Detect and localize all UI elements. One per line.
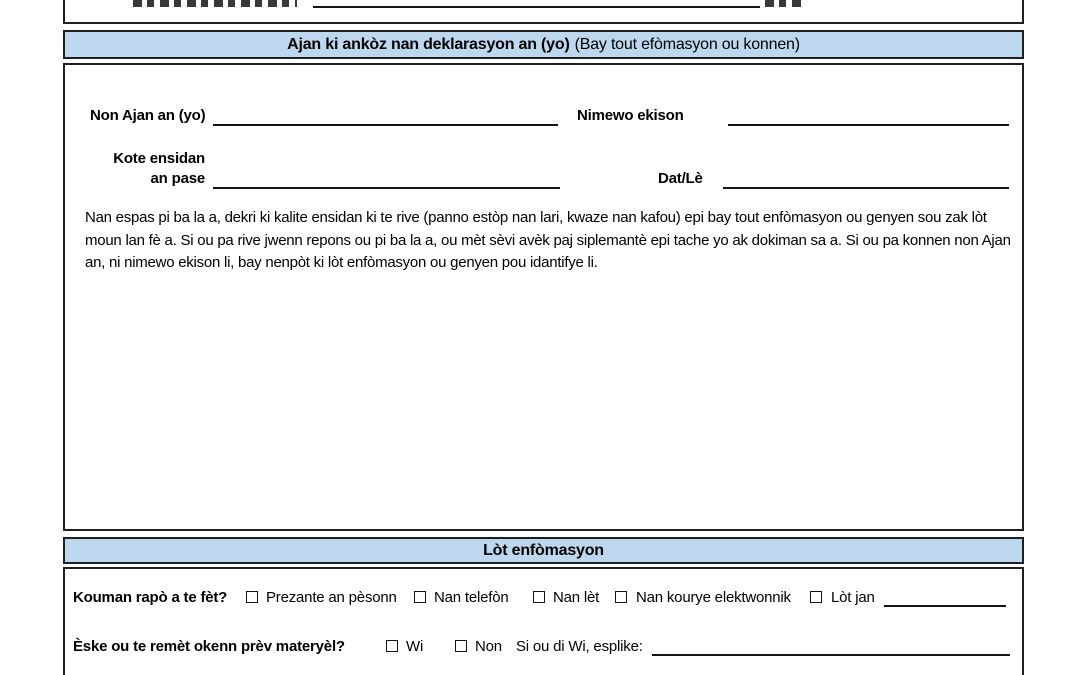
section-title: Ajan ki ankòz nan deklarasyon an (yo)	[287, 35, 570, 53]
clipped-text-fragment	[133, 0, 297, 7]
badge-number-label: Nimewo ekison	[577, 107, 684, 124]
option-label-other-way: Lòt jan	[831, 589, 875, 606]
other-way-input-line[interactable]	[884, 588, 1006, 607]
agent-section-box	[63, 63, 1024, 531]
checkbox-yes[interactable]	[386, 640, 398, 652]
option-label-by-email: Nan kourye elektwonnik	[636, 589, 791, 606]
section-header-other-info	[63, 537, 1024, 564]
incident-location-label-line1: Kote ensidan	[113, 150, 205, 167]
section-subtitle: (Bay tout efòmasyon ou konnen)	[574, 35, 800, 53]
incident-location-input-line[interactable]	[213, 170, 560, 189]
other-info-section-box	[63, 567, 1024, 675]
instructions-paragraph: Nan espas pi ba la a, dekri ki kalite ensidan ki te rive (panno estòp nan lari, kwaze nan kafou) epi bay tout enfòmasyon ou genyen sou zak lòt moun lan fè a. Si ou pa rive jwenn repons ou pi ba la a, ou mèt sèvi avèk paj siplemantè epi tache yo ak dokiman sa a. Si ou pa konnen non Ajan an, ni nimewo ekison li, bay nenpòt ki lòt enfòmasyon ou genyen pou idantifye li.	[85, 209, 1011, 271]
option-label-by-letter: Nan lèt	[553, 589, 600, 606]
datetime-input-line[interactable]	[723, 170, 1009, 189]
badge-number-input-line[interactable]	[728, 107, 1009, 126]
checkbox-other-way[interactable]	[810, 591, 822, 603]
checkbox-no[interactable]	[455, 640, 467, 652]
agent-name-label: Non Ajan an (yo)	[90, 107, 206, 124]
clipped-field-line[interactable]	[313, 0, 760, 8]
section-header-agent	[63, 30, 1024, 59]
option-label-in-person: Prezante an pèsonn	[266, 589, 397, 606]
agent-name-input-line[interactable]	[213, 107, 558, 126]
checkbox-by-letter[interactable]	[533, 591, 545, 603]
section-title: Lòt enfòmasyon	[483, 541, 604, 559]
top-partial-row	[63, 0, 1024, 24]
explain-input-line[interactable]	[652, 637, 1010, 656]
option-label-by-phone: Nan telefòn	[434, 589, 509, 606]
incident-location-label-line2: an pase	[150, 170, 205, 187]
clipped-text-fragment	[765, 0, 802, 7]
explain-label: Si ou di Wi, esplike:	[516, 638, 643, 655]
checkbox-by-email[interactable]	[615, 591, 627, 603]
option-label-no: Non	[475, 638, 502, 655]
checkbox-by-phone[interactable]	[414, 591, 426, 603]
option-label-yes: Wi	[406, 638, 424, 655]
datetime-label: Dat/Lè	[658, 170, 703, 187]
evidence-question: Èske ou te remèt okenn prèv materyèl?	[73, 638, 345, 655]
checkbox-in-person[interactable]	[246, 591, 258, 603]
how-reported-question: Kouman rapò a te fèt?	[73, 589, 228, 606]
